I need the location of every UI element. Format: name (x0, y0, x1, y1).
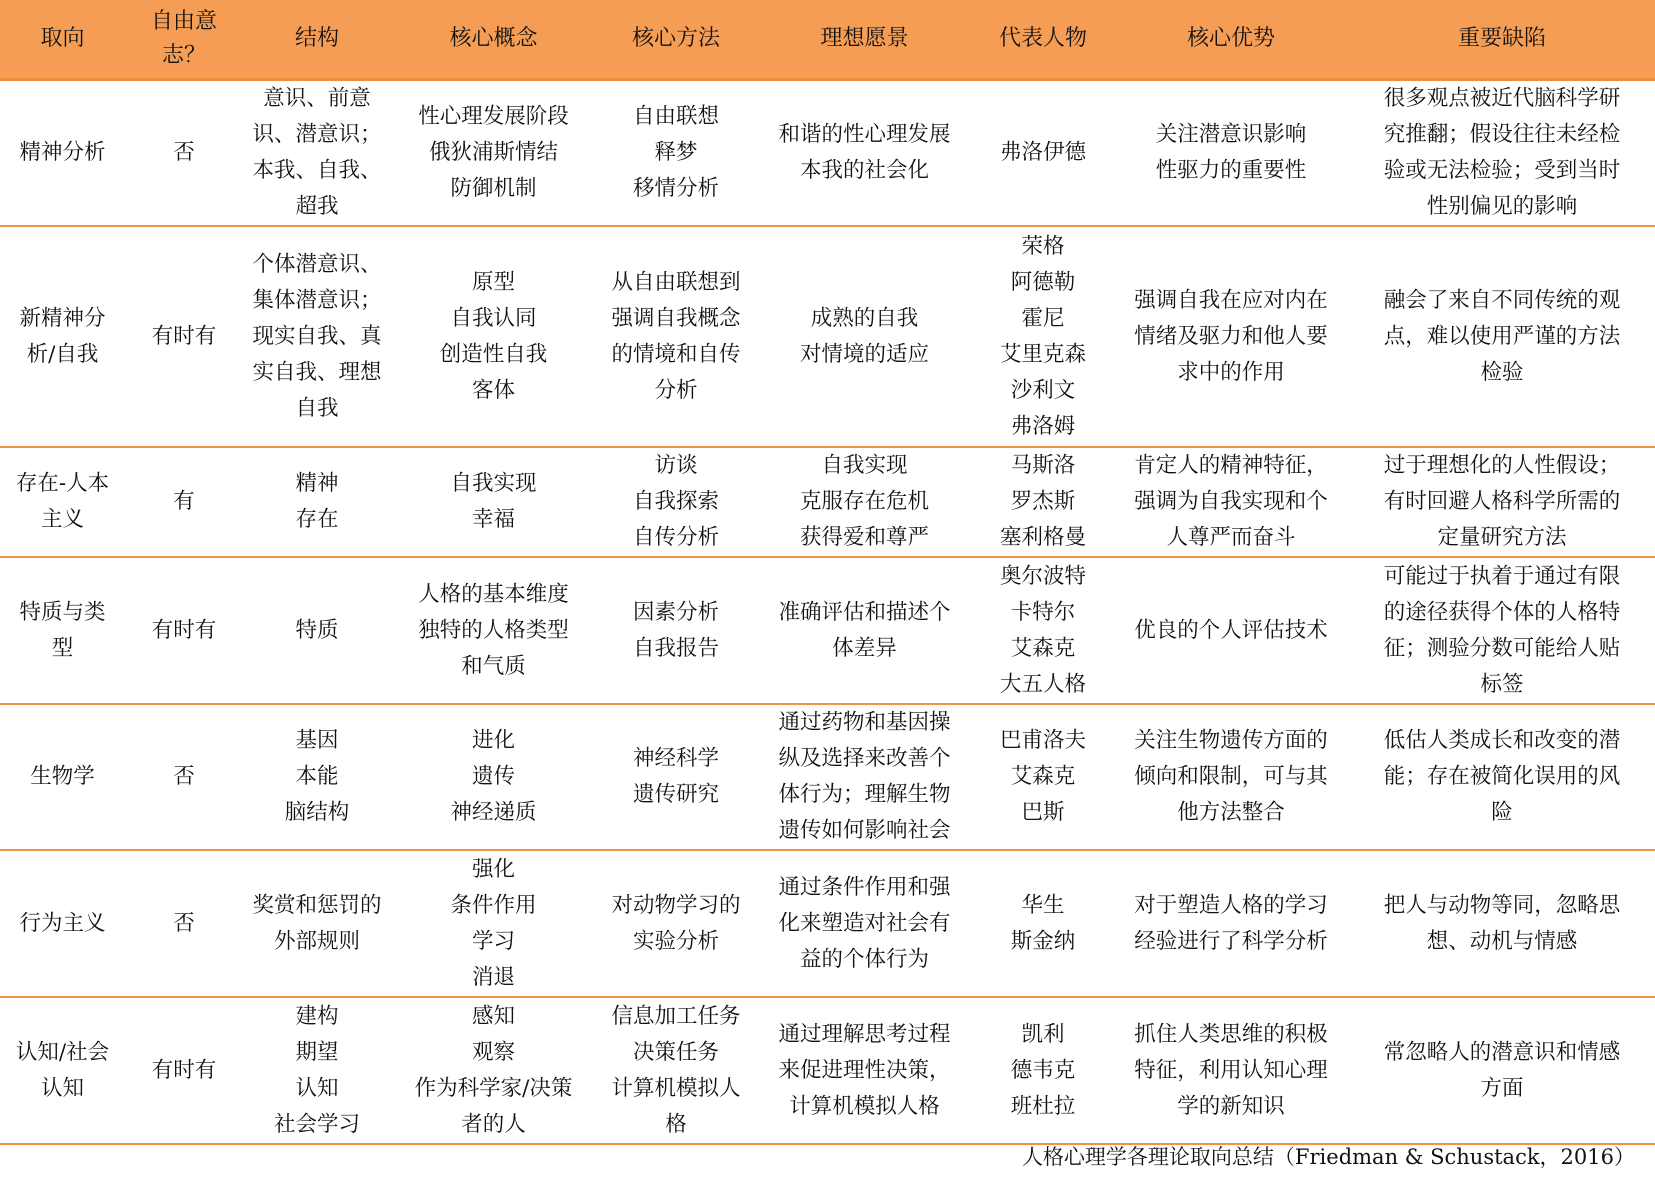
table-row (0, 557, 1655, 704)
table-caption: 人格心理学各理论取向总结（Friedman & Schustack，2016） (1021, 1145, 1635, 1169)
cell-structure: 精神 存在 (243, 447, 391, 557)
cell-core-methods: 信息加工任务 决策任务 计算机模拟人 格 (596, 997, 756, 1144)
cell-ideal-vision: 通过药物和基因操 纵及选择来改善个 体行为；理解生物 遗传如何影响社会 (756, 704, 973, 850)
cell-core-concepts: 人格的基本维度 独特的人格类型 和气质 (391, 557, 596, 704)
cell-structure: 建构 期望 认知 社会学习 (243, 997, 391, 1144)
cell-core-strengths: 关注生物遗传方面的 倾向和限制，可与其 他方法整合 (1113, 704, 1349, 850)
cell-free-will: 有 (125, 447, 243, 557)
cell-orientation: 存在-人本 主义 (0, 447, 125, 557)
cell-free-will: 有时有 (125, 557, 243, 704)
cell-core-strengths: 强调自我在应对内在 情绪及驱力和他人要 求中的作用 (1113, 226, 1349, 447)
table-row (0, 80, 1655, 227)
cell-representatives: 巴甫洛夫 艾森克 巴斯 (973, 704, 1113, 850)
cell-core-concepts: 强化 条件作用 学习 消退 (391, 850, 596, 997)
header-representatives: 代表人物 (973, 0, 1113, 80)
table-row (0, 704, 1655, 850)
header-orientation: 取向 (0, 0, 125, 80)
table-row (0, 447, 1655, 557)
cell-orientation: 精神分析 (0, 80, 125, 227)
cell-representatives: 马斯洛 罗杰斯 塞利格曼 (973, 447, 1113, 557)
cell-core-methods: 从自由联想到 强调自我概念 的情境和自传 分析 (596, 226, 756, 447)
cell-representatives: 弗洛伊德 (973, 80, 1113, 227)
cell-ideal-vision: 通过理解思考过程 来促进理性决策， 计算机模拟人格 (756, 997, 973, 1144)
cell-ideal-vision: 自我实现 克服存在危机 获得爱和尊严 (756, 447, 973, 557)
cell-core-methods: 对动物学习的 实验分析 (596, 850, 756, 997)
cell-structure: 意识、前意 识、潜意识； 本我、自我、 超我 (243, 80, 391, 227)
cell-major-flaws: 把人与动物等同，忽略思 想、动机与情感 (1349, 850, 1655, 997)
cell-orientation: 行为主义 (0, 850, 125, 997)
cell-major-flaws: 融会了来自不同传统的观 点，难以使用严谨的方法 检验 (1349, 226, 1655, 447)
table-row (0, 226, 1655, 447)
cell-core-strengths: 优良的个人评估技术 (1113, 557, 1349, 704)
cell-ideal-vision: 通过条件作用和强 化来塑造对社会有 益的个体行为 (756, 850, 973, 997)
cell-free-will: 有时有 (125, 226, 243, 447)
cell-core-strengths: 抓住人类思维的积极 特征，利用认知心理 学的新知识 (1113, 997, 1349, 1144)
header-core-strengths: 核心优势 (1113, 0, 1349, 80)
cell-ideal-vision: 成熟的自我 对情境的适应 (756, 226, 973, 447)
cell-orientation: 认知/社会 认知 (0, 997, 125, 1144)
cell-major-flaws: 很多观点被近代脑科学研 究推翻；假设往往未经检 验或无法检验；受到当时 性别偏见的影响 (1349, 80, 1655, 227)
cell-core-concepts: 进化 遗传 神经递质 (391, 704, 596, 850)
table-row (0, 850, 1655, 997)
cell-major-flaws: 低估人类成长和改变的潜 能；存在被简化误用的风 险 (1349, 704, 1655, 850)
cell-core-methods: 神经科学 遗传研究 (596, 704, 756, 850)
cell-core-concepts: 自我实现 幸福 (391, 447, 596, 557)
cell-free-will: 否 (125, 80, 243, 227)
cell-representatives: 华生 斯金纳 (973, 850, 1113, 997)
cell-major-flaws: 过于理想化的人性假设； 有时回避人格科学所需的 定量研究方法 (1349, 447, 1655, 557)
cell-core-strengths: 关注潜意识影响 性驱力的重要性 (1113, 80, 1349, 227)
cell-structure: 奖赏和惩罚的 外部规则 (243, 850, 391, 997)
cell-core-methods: 自由联想 释梦 移情分析 (596, 80, 756, 227)
cell-major-flaws: 常忽略人的潜意识和情感 方面 (1349, 997, 1655, 1144)
header-structure: 结构 (243, 0, 391, 80)
header-major-flaws: 重要缺陷 (1349, 0, 1655, 80)
cell-orientation: 新精神分 析/自我 (0, 226, 125, 447)
cell-ideal-vision: 准确评估和描述个 体差异 (756, 557, 973, 704)
cell-representatives: 荣格 阿德勒 霍尼 艾里克森 沙利文 弗洛姆 (973, 226, 1113, 447)
cell-core-concepts: 感知 观察 作为科学家/决策 者的人 (391, 997, 596, 1144)
cell-structure: 个体潜意识、 集体潜意识； 现实自我、真 实自我、理想 自我 (243, 226, 391, 447)
cell-core-strengths: 对于塑造人格的学习 经验进行了科学分析 (1113, 850, 1349, 997)
header-ideal-vision: 理想愿景 (756, 0, 973, 80)
cell-representatives: 奥尔波特 卡特尔 艾森克 大五人格 (973, 557, 1113, 704)
header-row (0, 0, 1655, 80)
cell-ideal-vision: 和谐的性心理发展 本我的社会化 (756, 80, 973, 227)
cell-free-will: 否 (125, 704, 243, 850)
cell-major-flaws: 可能过于执着于通过有限 的途径获得个体的人格特 征；测验分数可能给人贴 标签 (1349, 557, 1655, 704)
header-core-methods: 核心方法 (596, 0, 756, 80)
cell-core-concepts: 性心理发展阶段 俄狄浦斯情结 防御机制 (391, 80, 596, 227)
cell-core-methods: 访谈 自我探索 自传分析 (596, 447, 756, 557)
cell-orientation: 特质与类 型 (0, 557, 125, 704)
cell-free-will: 有时有 (125, 997, 243, 1144)
cell-core-methods: 因素分析 自我报告 (596, 557, 756, 704)
cell-structure: 特质 (243, 557, 391, 704)
header-free-will: 自由意 志？ (125, 0, 243, 80)
table-row (0, 997, 1655, 1144)
cell-core-strengths: 肯定人的精神特征， 强调为自我实现和个 人尊严而奋斗 (1113, 447, 1349, 557)
cell-representatives: 凯利 德韦克 班杜拉 (973, 997, 1113, 1144)
cell-core-concepts: 原型 自我认同 创造性自我 客体 (391, 226, 596, 447)
header-core-concepts: 核心概念 (391, 0, 596, 80)
cell-free-will: 否 (125, 850, 243, 997)
cell-orientation: 生物学 (0, 704, 125, 850)
cell-structure: 基因 本能 脑结构 (243, 704, 391, 850)
